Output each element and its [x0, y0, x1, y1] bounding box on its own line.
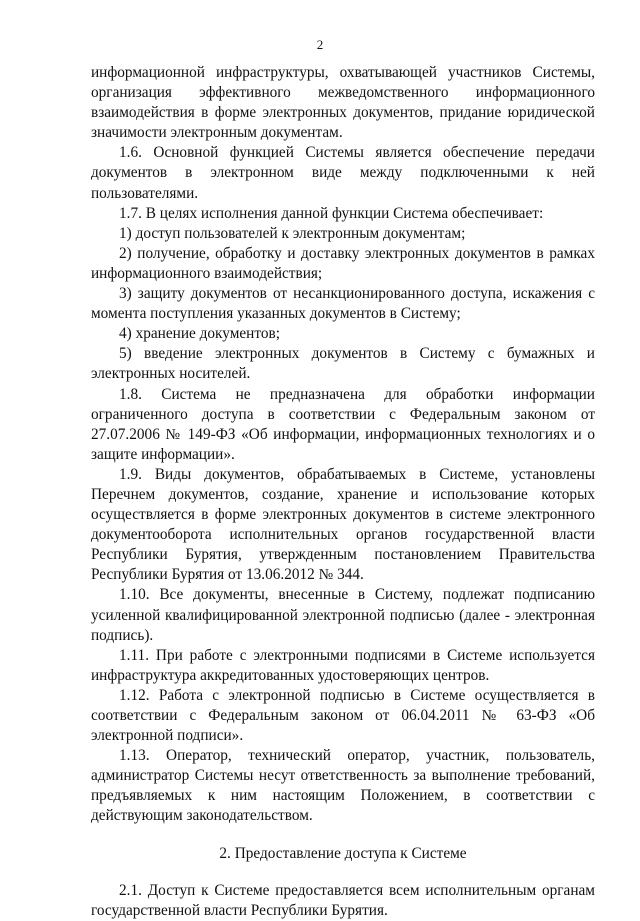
section-heading: 2. Предоставление доступа к Системе: [219, 844, 467, 862]
page-number: 2: [316, 37, 324, 52]
paragraph: 2.1. Доступ к Системе предоставляется всем исполнительным органам государственной власти Республики Бурятия.: [91, 881, 595, 919]
paragraphs-before-heading: [91, 63, 595, 827]
paragraph: 1.13. Оператор, технический оператор, участник, пользователь, администратор Системы несут ответственность за выполнение требований, предъявляемых к ним настоящим Положением, в соответствии с действующим законодательством.: [91, 747, 595, 825]
paragraph: 1.6. Основной функцией Системы является обеспечение передачи документов в электронном виде между подключенными к ней пользователями.: [91, 144, 595, 202]
paragraph: 1.12. Работа с электронной подписью в Системе осуществляется в соответствии с Федеральным законом от 06.04.2011 № 63-ФЗ «Об электронной подписи».: [91, 686, 595, 745]
paragraph: 1.8. Система не предназначена для обработки информации ограниченного доступа в соответствии с Федеральным законом от 27.07.2006 № 149-ФЗ «Об информации, информационных технологиях и о защите информации».: [91, 385, 595, 463]
paragraph: 1.9. Виды документов, обрабатываемых в Системе, установлены Перечнем документов, создание, хранение и использование которых осуществляется в форме электронных документов в системе электронного документооборота исполнительных органов государственной власти Республики Бурятия, утвержденным постановлением Правительства Республики Бурятия от 13.06.2012 № 344.: [91, 465, 595, 584]
paragraph: информационной инфраструктуры, охватывающей участников Системы, организация эффективного межведомственного информационного взаимодействия в форме электронных документов, придание юридической значимости электронным документам.: [91, 64, 595, 142]
paragraph: 1.7. В целях исполнения данной функции Система обеспечивает:: [119, 204, 544, 222]
paragraph: 1) доступ пользователей к электронным документам;: [119, 224, 466, 242]
paragraphs-after-heading: [91, 881, 595, 921]
paragraph: 1.11. При работе с электронными подписями в Системе используется инфраструктура аккредитованных удостоверяющих центров.: [91, 646, 595, 684]
paragraph: 2) получение, обработку и доставку электронных документов в рамках информационного взаимодействия;: [91, 244, 595, 282]
paragraph: 5) введение электронных документов в Систему с бумажных и электронных носителей.: [91, 345, 595, 383]
paragraph: 4) хранение документов;: [119, 325, 280, 343]
paragraph: 1.10. Все документы, внесенные в Систему, подлежат подписанию усиленной квалифицированной электронной подписью (далее - электронная подпись).: [91, 586, 595, 644]
document-body: [91, 63, 595, 921]
paragraph: 3) защиту документов от несанкционированного доступа, искажения с момента поступления указанных документов в Систему;: [91, 285, 595, 323]
